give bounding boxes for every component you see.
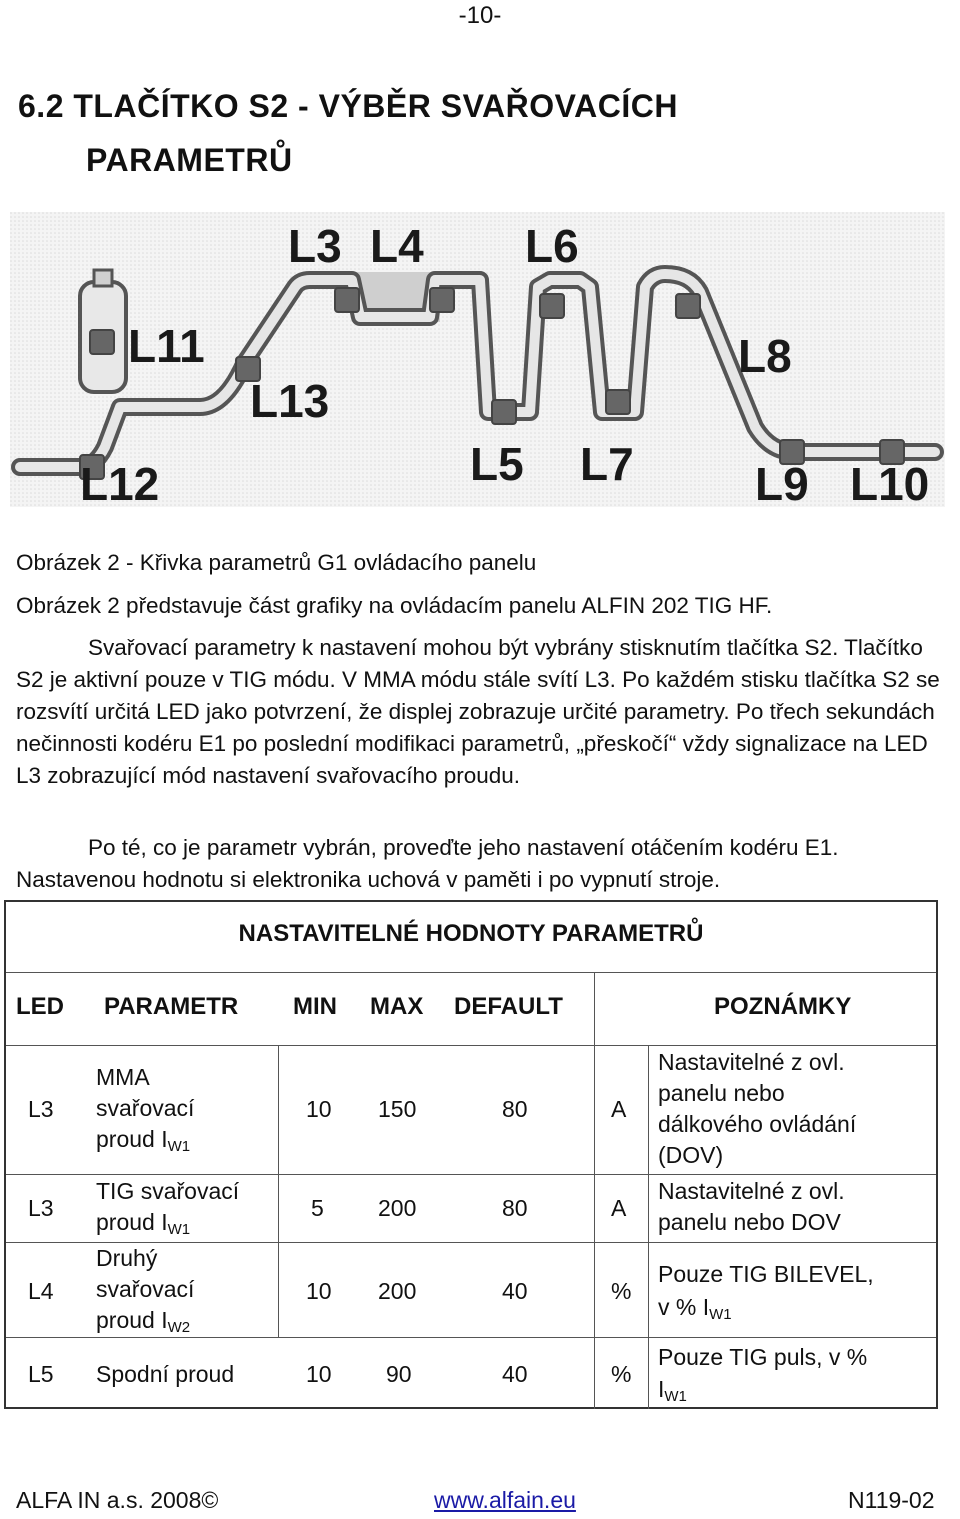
cell-param-line: proud $I_{W1}$	[96, 1126, 191, 1155]
cell-param-line: svařovací	[96, 1095, 195, 1121]
cell-default: 80	[502, 1195, 528, 1221]
cell-notes-line: $I_{W1}$	[658, 1376, 687, 1405]
col-header-default: DEFAULT	[454, 993, 563, 1020]
col-header-max: MAX	[370, 993, 424, 1020]
cell-min: 5	[311, 1195, 324, 1221]
table-title: NASTAVITELNÉ HODNOTY PARAMETRŮ	[238, 920, 704, 947]
cell-max: 200	[378, 1278, 417, 1304]
section-title-line-1: 6.2 TLAČÍTKO S2 - VÝBĚR SVAŘOVACÍCH	[18, 88, 678, 124]
led-L4	[430, 288, 454, 312]
cell-led: L3	[28, 1096, 54, 1122]
cell-notes-line: Pouze TIG BILEVEL,	[658, 1261, 874, 1287]
parameters-table	[4, 900, 938, 1409]
cell-max: 150	[378, 1096, 417, 1122]
cell-unit: A	[611, 1096, 627, 1122]
col-header-led: LED	[16, 993, 64, 1020]
figure-caption: Obrázek 2 - Křivka parametrů G1 ovládacího panelu	[16, 550, 537, 575]
cell-min: 10	[306, 1096, 332, 1122]
led-L5	[492, 400, 516, 424]
cell-default: 40	[502, 1361, 528, 1387]
section-title-line-2: PARAMETRŮ	[86, 142, 293, 178]
body-paragraph-3: Po té, co je parametr vybrán, proveďte jeho nastavení otáčením kodéru E1. Nastavenou hodnotu si elektronika uchová v paměti i po vypnutí stroje.	[16, 835, 839, 892]
parameter-curve-diagram	[10, 212, 945, 512]
footer-doc-code: N119-02	[848, 1487, 935, 1513]
col-header-param: PARAMETR	[104, 993, 239, 1020]
cell-default: 80	[502, 1096, 528, 1122]
label-L9: L9	[755, 458, 809, 507]
page-number: -10-	[458, 2, 502, 29]
footer-company: ALFA IN a.s. 2008©	[16, 1487, 219, 1513]
label-L10: L10	[850, 458, 930, 507]
cell-notes-line: dálkového ovládání	[658, 1111, 857, 1137]
cell-notes-line: panelu nebo	[658, 1080, 785, 1106]
cell-param-line: proud $I_{W1}$	[96, 1209, 191, 1238]
led-L3	[335, 288, 359, 312]
cell-min: 10	[306, 1361, 332, 1387]
cell-unit: %	[611, 1361, 632, 1387]
cell-param-line: svařovací	[96, 1276, 195, 1302]
led-L11	[90, 330, 114, 354]
cell-unit: %	[611, 1278, 632, 1304]
cell-param-line: Spodní proud	[96, 1361, 235, 1387]
led-L8	[676, 294, 700, 318]
led-L6	[540, 294, 564, 318]
cell-notes-line: panelu nebo DOV	[658, 1209, 841, 1235]
body-paragraph-2: Svařovací parametry k nastavení mohou být vybrány stisknutím tlačítka S2. Tlačítko S2 je aktivní pouze v TIG módu. V MMA módu stále svítí L3. Po každém stisku tlačítka S2 se rozsvítí určitá LED jako potvrzení, že displej zobrazuje určité parametry. Po třech sekundách nečinnosti kodéru E1 po poslední modifikaci parametrů, „přeskočí“ vždy signalizace na LED L3 zobrazující mód nastavení svařovacího proudu.	[16, 635, 940, 788]
cell-min: 10	[306, 1278, 332, 1304]
footer-website-link[interactable]: www.alfain.eu	[434, 1487, 576, 1513]
label-L7: L7	[580, 438, 634, 490]
cell-max: 200	[378, 1195, 417, 1221]
cell-notes-line: Pouze TIG puls, v %	[658, 1344, 868, 1370]
label-L13: L13	[250, 375, 330, 427]
cell-led: L5	[28, 1361, 54, 1387]
cell-unit: A	[611, 1195, 627, 1221]
cell-max: 90	[386, 1361, 412, 1387]
col-header-min: MIN	[293, 993, 337, 1020]
cell-notes-line: Nastavitelné z ovl.	[658, 1178, 845, 1204]
led-L7	[606, 390, 630, 414]
cell-notes-line: (DOV)	[658, 1142, 724, 1168]
body-paragraph-1: Obrázek 2 představuje část grafiky na ovládacím panelu ALFIN 202 TIG HF.	[16, 593, 773, 618]
cell-default: 40	[502, 1278, 528, 1304]
cell-notes-line: v % $I_{W1}$	[658, 1294, 732, 1323]
cell-param-line: proud $I_{W2}$	[96, 1307, 191, 1336]
label-L11: L11	[128, 320, 205, 372]
cell-param-line: Druhý	[96, 1245, 158, 1271]
cell-led: L4	[28, 1278, 54, 1304]
label-L3: L3	[288, 220, 342, 272]
label-L5: L5	[470, 438, 524, 490]
label-L8: L8	[738, 330, 792, 382]
cell-param-line: TIG svařovací	[96, 1178, 240, 1204]
label-L12: L12	[80, 458, 160, 507]
col-header-notes: POZNÁMKY	[714, 993, 852, 1020]
cell-notes-line: Nastavitelné z ovl.	[658, 1049, 845, 1075]
cell-param-line: MMA	[96, 1064, 150, 1090]
label-L6: L6	[525, 220, 579, 272]
cell-led: L3	[28, 1195, 54, 1221]
label-L4: L4	[370, 220, 424, 272]
